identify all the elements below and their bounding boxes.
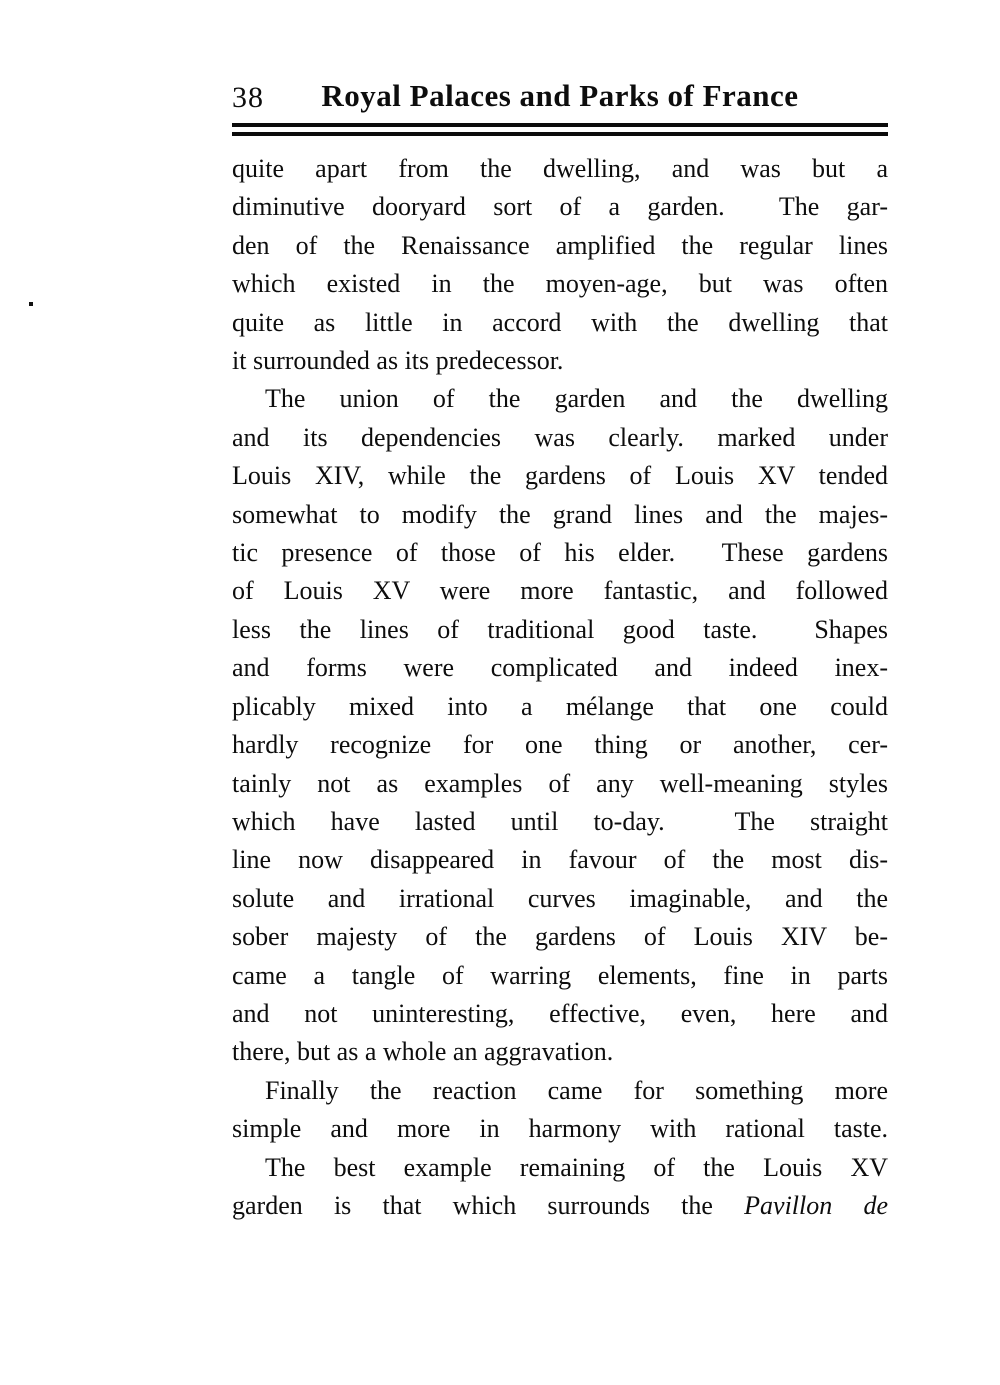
text-line	[232, 765, 888, 803]
page-number: 38	[232, 81, 264, 114]
text-line	[232, 1110, 888, 1148]
text-line-segment: quite as little in accord with the dwelling that	[232, 307, 888, 337]
text-line-segment: and its dependencies was clearly. marked under	[232, 422, 888, 452]
text-line	[232, 611, 888, 649]
text-line	[232, 995, 888, 1033]
text-line	[232, 457, 888, 495]
text-line-segment: somewhat to modify the grand lines and the majes-	[232, 499, 888, 529]
text-line	[232, 726, 888, 764]
text-line-segment: tainly not as examples of any well-meaning styles	[232, 768, 888, 798]
text-line	[232, 1149, 888, 1187]
text-line-segment: simple and more in harmony with rational taste.	[232, 1114, 888, 1144]
text-line-segment: sober majesty of the gardens of Louis XIV be-	[232, 922, 888, 952]
text-line	[232, 534, 888, 572]
text-line-italic-segment: Pavillon de	[744, 1190, 888, 1220]
text-line	[232, 265, 888, 303]
text-line	[232, 649, 888, 687]
text-line-segment: solute and irrational curves imaginable, and the	[232, 883, 888, 913]
text-line-segment: den of the Renaissance amplified the regular lines	[232, 230, 888, 260]
text-line	[232, 304, 888, 342]
text-line	[232, 150, 888, 188]
text-line	[232, 572, 888, 610]
text-line-segment: quite apart from the dwelling, and was but a	[232, 154, 888, 183]
text-line-segment: Finally the reaction came for something more	[265, 1075, 888, 1105]
text-line-segment: there, but as a whole an aggravation.	[232, 1037, 614, 1067]
text-line-segment: tic presence of those of his elder. These gardens	[232, 538, 888, 568]
text-line-segment: less the lines of traditional good taste. Shapes	[232, 614, 888, 644]
text-line	[232, 188, 888, 226]
text-line	[232, 496, 888, 534]
text-line	[232, 1033, 888, 1071]
text-line	[232, 1072, 888, 1110]
text-line-segment: hardly recognize for one thing or another, cer-	[232, 730, 888, 760]
header-rule	[232, 123, 888, 136]
page-content	[232, 78, 888, 1225]
text-line-segment: which have lasted until to-day. The straight	[232, 806, 888, 836]
text-line	[232, 688, 888, 726]
text-line	[232, 419, 888, 457]
page-header	[232, 78, 888, 116]
text-line-segment: line now disappeared in favour of the most dis-	[232, 845, 888, 875]
text-line-segment: of Louis XV were more fantastic, and followed	[232, 576, 888, 606]
scan-speck	[29, 302, 33, 306]
text-line-segment: it surrounded as its predecessor.	[232, 346, 564, 376]
text-line-segment: and not uninteresting, effective, even, here and	[232, 998, 888, 1028]
running-title: Royal Palaces and Parks of France	[321, 78, 799, 113]
text-line-segment: came a tangle of warring elements, fine in parts	[232, 960, 888, 990]
text-line	[232, 227, 888, 265]
page-body	[232, 150, 888, 1225]
text-line-segment: The best example remaining of the Louis XV	[265, 1152, 888, 1182]
text-line-segment: plicably mixed into a mélange that one could	[232, 691, 888, 721]
text-line-segment: The union of the garden and the dwelling	[265, 384, 888, 414]
text-line	[232, 880, 888, 918]
text-line-segment: Louis XIV, while the gardens of Louis XV tended	[232, 461, 888, 491]
text-line	[232, 918, 888, 956]
text-line-segment: and forms were complicated and indeed inex-	[232, 653, 888, 683]
text-line	[232, 803, 888, 841]
text-line-segment: diminutive dooryard sort of a garden. The gar-	[232, 192, 888, 222]
text-line	[232, 1187, 888, 1225]
text-line	[232, 841, 888, 879]
text-line-segment: garden is that which surrounds the	[232, 1190, 745, 1220]
text-line	[232, 957, 888, 995]
text-line-segment: which existed in the moyen-age, but was often	[232, 269, 888, 299]
text-line	[232, 380, 888, 418]
text-line	[232, 342, 888, 380]
